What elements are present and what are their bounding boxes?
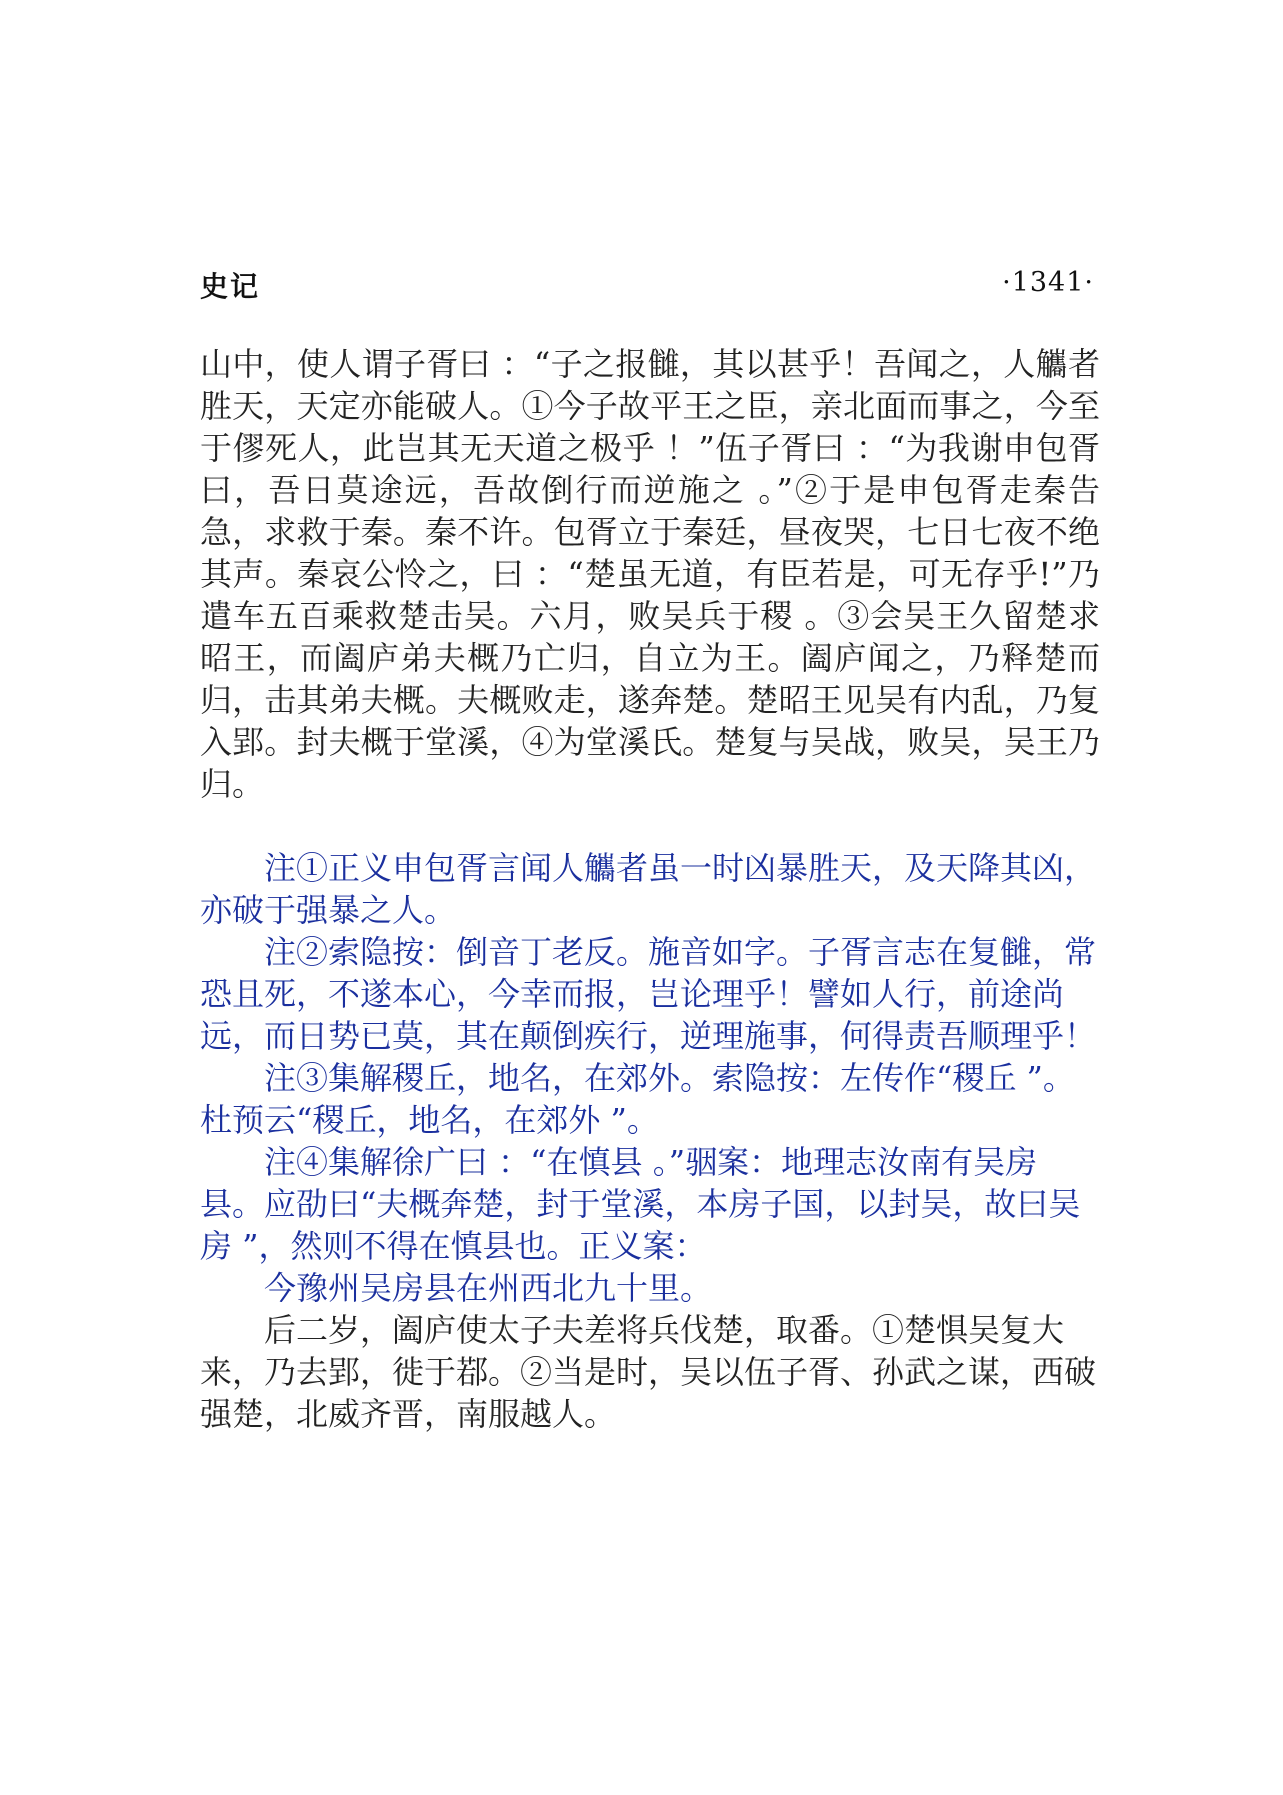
annotation-3: 注③集解稷丘，地名，在郊外。索隐按：左传作“稷丘 ”。杜预云“稷丘，地名，在郊外 ”。 [200,1059,1075,1139]
annotation-4-continued: 今豫州吴房县在州西北九十里。 [264,1269,713,1307]
annotations [200,847,1100,1309]
continuation-text [200,1309,1100,1435]
continuation-paragraph: 后二岁，阖庐使太子夫差将兵伐楚，取番。①楚惧吴复大来，乃去郢，徙于鄀。②当是时，吴以伍子胥、孙武之谋，西破强楚，北威齐晋，南服越人。 [200,1311,1097,1433]
page [200,265,1100,1435]
annotation-1: 注①正义申包胥言闻人觿者虽一时凶暴胜天，及天降其凶，亦破于强暴之人。 [200,849,1097,929]
annotation-2: 注②索隐按：倒音丁老反。施音如字。子胥言志在复雠，常恐且死，不遂本心，今幸而报，岂论理乎！譬如人行，前途尚远，而日势已莫，其在颠倒疾行，逆理施事，何得责吾顺理乎！ [200,933,1097,1055]
book-title: 史记 [200,270,261,303]
page-number: ·1341· [1002,267,1094,298]
page-header [200,265,1100,305]
annotation-4: 注④集解徐广曰 ：“在慎县 。”骃案：地理志汝南有吴房县。应劭曰“夫概奔楚，封于堂溪，本房子国，以封吴，故曰吴房 ”，然则不得在慎县也。正义案： [200,1143,1081,1265]
main-text [200,343,1100,805]
main-paragraph: 山中，使人谓子胥曰 ：“子之报雠，其以甚乎！吾闻之，人觿者胜天，天定亦能破人。①今子故平王之臣，亲北面而事之，今至于僇死人，此岂其无天道之极乎 ！”伍子胥曰 ：“为我谢申包胥曰，吾日莫途远，吾故倒行而逆施之 。”②于是申包胥走秦告急，求救于秦。秦不许。包胥立于秦廷，昼夜哭，七日七夜不绝其声。秦哀公怜之，曰 ：“楚虽无道，有臣若是，可无存乎!”乃遣车五百乘救楚击吴。六月，败吴兵于稷 。③会吴王久留楚求昭王，而阖庐弟夫概乃亡归，自立为王。阖庐闻之，乃释楚而归，击其弟夫概。夫概败走，遂奔楚。楚昭王见吴有内乱，乃复入郢。封夫概于堂溪，④为堂溪氏。楚复与吴战，败吴，吴王乃归。 [200,345,1100,803]
